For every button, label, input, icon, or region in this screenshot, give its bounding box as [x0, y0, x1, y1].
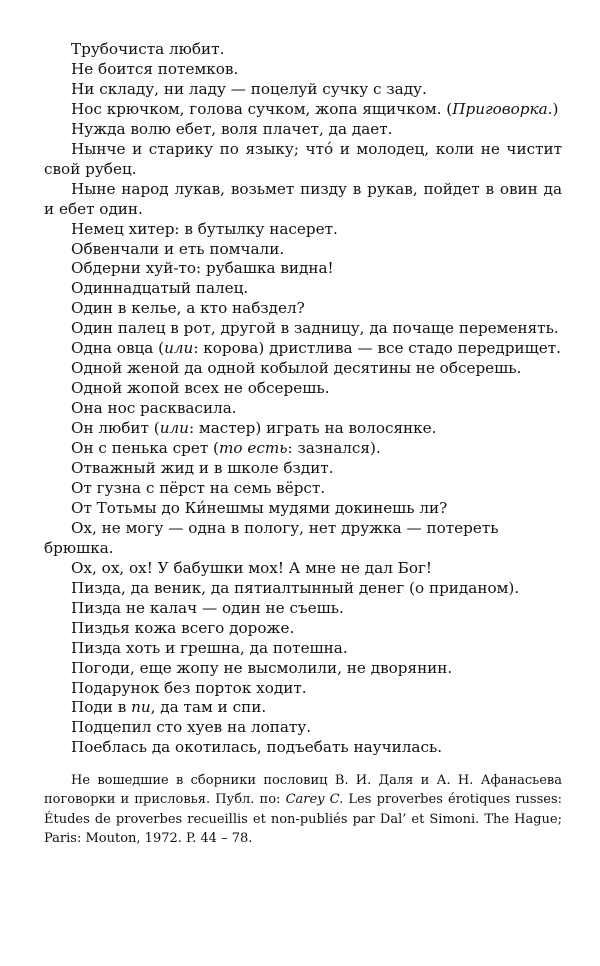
proverb-text: Он с пенька срет ( — [71, 439, 219, 458]
proverb-text: Нос крючком, голова сучком, жопа ящичком. ( — [71, 99, 453, 118]
proverb-line — [44, 339, 562, 359]
proverb-line: Ныне народ лукав, возьмет пизду в рукав, пойдет в овин да и ебет один. — [44, 179, 562, 218]
proverb-line: Обдерни хуй-то: рубашка видна! — [71, 259, 334, 278]
proverb-list — [44, 40, 562, 758]
proverb-line: От Тотьмы до Ки́нешмы мудями докинешь ли? — [71, 498, 448, 517]
proverb-line: Подцепил сто хуев на лопату. — [71, 718, 312, 737]
proverb-line — [44, 698, 562, 718]
proverb-line: Нужда волю ебет, воля плачет, да дает. — [71, 119, 393, 138]
proverb-text: Он любит ( — [71, 419, 160, 438]
proverb-line: Она нос расквасила. — [71, 399, 237, 418]
proverb-line: Пиздья кожа всего дороже. — [71, 618, 295, 637]
proverb-line: Ох, не могу — одна в пологу, нет дружка — потереть брюшка. — [44, 518, 499, 557]
proverb-line: Одной женой да одной кобылой десятины не обсерешь. — [71, 359, 522, 378]
proverb-line: Одной жопой всех не обсерешь. — [71, 379, 330, 398]
proverb-line: Пизда, да веник, да пятиалтынный денег (о приданом). — [71, 578, 520, 597]
footnote-text: Не вошедшие в сборники пословиц В. И. Даля и А. Н. Афанасьева поговорки и присловья. Публ. по: — [44, 773, 562, 808]
proverb-italic-note: или — [159, 419, 189, 438]
proverb-line: Один палец в рот, другой в задницу, да почаще переменять. — [71, 319, 559, 338]
footnote-author: Carey C. — [285, 792, 344, 808]
proverb-italic-note: пи — [131, 698, 151, 717]
proverb-italic-note: или — [164, 339, 194, 358]
proverb-line: Не боится потемков. — [71, 59, 239, 78]
proverb-italic-note: Приговорка. — [452, 99, 553, 118]
footnote-reference: Les proverbes érotiques russes: Études de proverbes recueillis et non-publiés par Dal’ et Simoni. The Hague; Paris: Mouton, 1972. P. 44 – 78. — [44, 792, 562, 847]
proverb-line: Нынче и старику по языку; что́ и молодец, коли не чистит свой рубец. — [44, 139, 562, 178]
proverb-line: Пизда хоть и грешна, да потешна. — [71, 638, 348, 657]
source-footnote — [44, 771, 562, 849]
proverb-text: , да там и спи. — [150, 698, 267, 717]
proverb-line: Подарунок без порток ходит. — [71, 678, 307, 697]
proverb-text: ) — [552, 99, 559, 118]
proverb-text: : зазнался). — [287, 439, 381, 458]
proverb-line: Пизда не калач — один не съешь. — [71, 598, 344, 617]
proverb-line: Один в келье, а кто набздел? — [71, 299, 305, 318]
proverb-line: Обвенчали и еть помчали. — [71, 239, 285, 258]
proverb-line: Поеблась да окотилась, подъебать научилась. — [71, 738, 443, 757]
proverb-text: Поди в — [71, 698, 132, 717]
proverb-italic-note: то есть — [218, 439, 288, 458]
proverb-line — [44, 100, 562, 120]
proverb-line: Немец хитер: в бутылку насерет. — [71, 219, 338, 238]
proverb-line: Одиннадцатый палец. — [71, 279, 249, 298]
proverb-text: : корова) дристлива — все стадо передрищет. — [193, 339, 561, 358]
proverb-line: Ни складу, ни ладу — поцелуй сучку с заду. — [71, 79, 427, 98]
proverb-line: Ох, ох, ох! У бабушки мох! А мне не дал Бог! — [71, 558, 433, 577]
proverb-line: Трубочиста любит. — [71, 40, 225, 58]
proverb-line: От гузна с пёрст на семь вёрст. — [71, 478, 326, 497]
proverb-line — [44, 419, 562, 439]
proverb-line — [44, 439, 562, 459]
proverb-text: : мастер) играть на волосянке. — [188, 419, 437, 438]
proverb-line: Погоди, еще жопу не высмолили, не дворянин. — [71, 658, 453, 677]
proverb-line: Отважный жид и в школе бздит. — [71, 459, 334, 478]
proverb-text: Одна овца ( — [71, 339, 165, 358]
